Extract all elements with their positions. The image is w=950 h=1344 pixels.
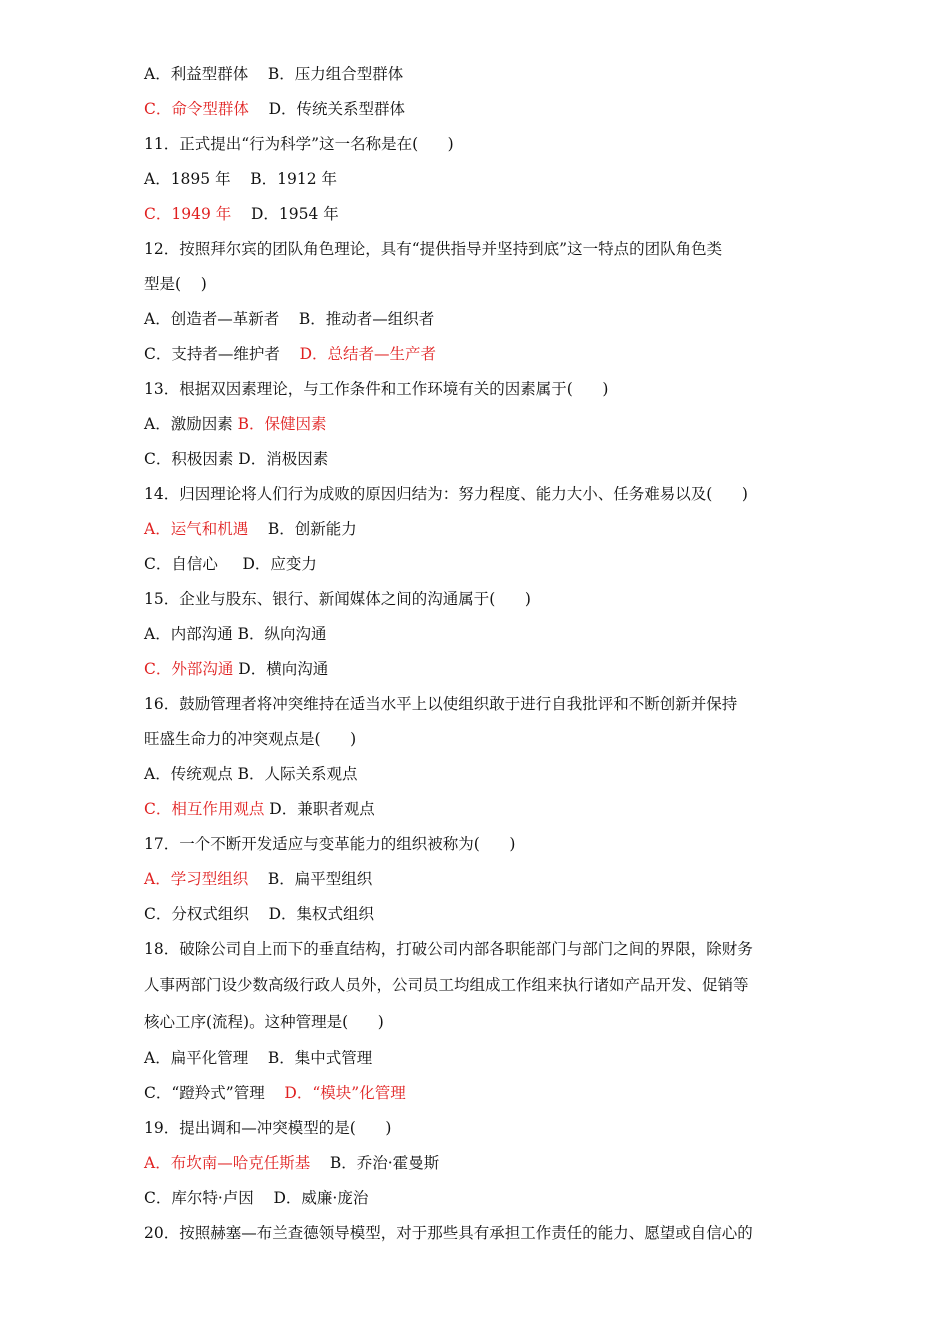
text-line (144, 932, 824, 967)
text-line (144, 827, 824, 862)
line-text: 14．归因理论将人们行为成败的原因归结为：努力程度、能力大小、任务难易以及( ) (144, 485, 748, 503)
line-text: 13．根据双因素理论，与工作条件和工作环境有关的因素属于( ) (144, 380, 609, 398)
text-line (144, 1216, 824, 1251)
text-line (144, 302, 824, 337)
text-line (144, 442, 824, 477)
line-text: A．扁平化管理 B．集中式管理 (144, 1049, 373, 1067)
line-text: C．分权式组织 D．集权式组织 (144, 905, 374, 923)
text-line (144, 1111, 824, 1146)
text-line (144, 267, 824, 302)
answer-text: C．外部沟通 (144, 660, 234, 678)
text-line (144, 862, 824, 897)
line-text: 核心工序(流程)。这种管理是( ) (144, 1013, 384, 1031)
text-line (144, 512, 824, 547)
line-text: C．支持者—维护者 (144, 345, 300, 363)
line-text: D．1954 年 (231, 205, 339, 223)
answer-text: A．布坎南—哈克任斯基 (144, 1154, 311, 1172)
answer-text: D．总结者—生产者 (299, 345, 437, 363)
text-line (144, 407, 824, 442)
answer-text: B．保健因素 (237, 415, 327, 433)
text-line (144, 582, 824, 617)
line-text: 17．一个不断开发适应与变革能力的组织被称为( ) (144, 835, 516, 853)
line-text: 旺盛生命力的冲突观点是( ) (144, 730, 357, 748)
line-text: D．兼职者观点 (264, 800, 375, 818)
text-line (144, 897, 824, 932)
text-line (144, 792, 824, 827)
line-text: 15．企业与股东、银行、新闻媒体之间的沟通属于( ) (144, 590, 531, 608)
text-line (144, 57, 824, 92)
line-text: A．利益型群体 B．压力组合型群体 (144, 65, 404, 83)
line-text: 16．鼓励管理者将冲突维持在适当水平上以使组织敢于进行自我批评和不断创新并保持 (144, 695, 738, 713)
text-line (144, 1146, 824, 1181)
document-body (144, 57, 824, 1251)
line-text: A．创造者—革新者 B．推动者—组织者 (144, 310, 435, 328)
text-line (144, 1041, 824, 1076)
line-text: C．积极因素 D．消极因素 (144, 450, 329, 468)
line-text: 12．按照拜尔宾的团队角色理论，具有“提供指导并坚持到底”这一特点的团队角色类 (144, 240, 723, 258)
answer-text: C．相互作用观点 (144, 800, 265, 818)
line-text: 型是( ) (144, 275, 207, 293)
line-text: 18．破除公司自上而下的垂直结构，打破公司内部各职能部门与部门之间的界限，除财务 (144, 940, 753, 958)
text-line (144, 92, 824, 127)
line-text: 11．正式提出“行为科学”这一名称是在( ) (144, 135, 454, 153)
answer-text: C．1949 年 (144, 205, 232, 223)
text-line (144, 162, 824, 197)
line-text: B．创新能力 (248, 520, 357, 538)
text-line (144, 1181, 824, 1216)
line-text: C．库尔特·卢因 D．威廉·庞治 (144, 1189, 369, 1207)
text-line (144, 967, 824, 1004)
text-line (144, 197, 824, 232)
text-line (144, 547, 824, 582)
text-line (144, 687, 824, 722)
text-line (144, 1004, 824, 1041)
line-text: D．横向沟通 (233, 660, 329, 678)
text-line (144, 617, 824, 652)
line-text: 19．提出调和—冲突模型的是( ) (144, 1119, 392, 1137)
line-text: D．传统关系型群体 (248, 100, 406, 118)
text-line (144, 757, 824, 792)
line-text: A．激励因素 (144, 415, 238, 433)
line-text: C．自信心 D．应变力 (144, 555, 317, 573)
line-text: 20．按照赫塞—布兰查德领导模型，对于那些具有承担工作责任的能力、愿望或自信心的 (144, 1224, 753, 1242)
text-line (144, 652, 824, 687)
line-text: C．“蹬羚式”管理 (144, 1084, 285, 1102)
text-line (144, 1076, 824, 1111)
answer-text: A．运气和机遇 (144, 520, 249, 538)
line-text: B．扁平型组织 (248, 870, 373, 888)
line-text: 人事两部门设少数高级行政人员外，公司员工均组成工作组来执行诸如产品开发、促销等 (144, 976, 749, 994)
line-text: B．乔治·霍曼斯 (310, 1154, 440, 1172)
text-line (144, 372, 824, 407)
line-text: A．内部沟通 B．纵向沟通 (144, 625, 327, 643)
answer-text: A．学习型组织 (144, 870, 249, 888)
text-line (144, 337, 824, 372)
text-line (144, 232, 824, 267)
answer-text: D．“模块”化管理 (284, 1084, 406, 1102)
text-line (144, 477, 824, 512)
line-text: A．1895 年 B．1912 年 (144, 170, 338, 188)
text-line (144, 722, 824, 757)
answer-text: C．命令型群体 (144, 100, 249, 118)
line-text: A．传统观点 B．人际关系观点 (144, 765, 358, 783)
text-line (144, 127, 824, 162)
